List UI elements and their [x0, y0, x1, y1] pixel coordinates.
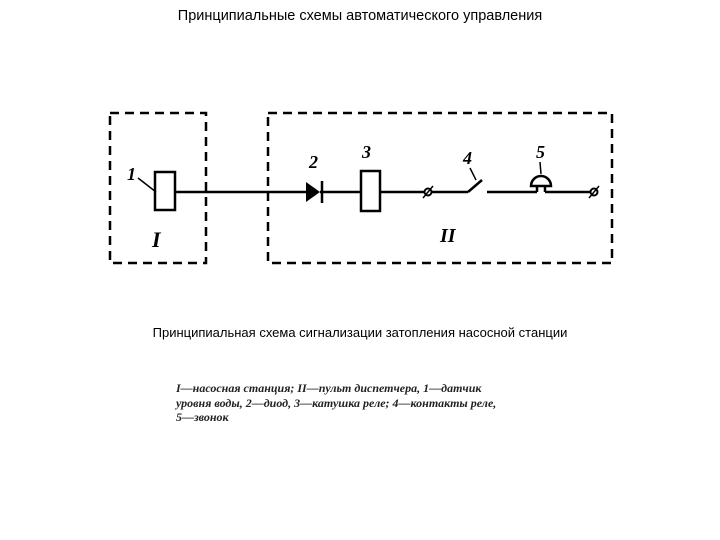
figure-caption: Принципиальная схема сигнализации затопления насосной станции — [152, 325, 568, 340]
label-sensor: 1 — [127, 164, 136, 184]
diode-symbol — [306, 182, 320, 202]
label-contacts: 4 — [463, 148, 472, 168]
legend-line: уровня воды, 2—диод, 3—катушка реле; 4—контакты реле, — [176, 395, 497, 410]
figure-legend — [176, 381, 546, 425]
label-bell: 5 — [536, 142, 545, 162]
legend-line: I—насосная станция; II—пульт диспетчера, 1—датчик — [176, 381, 482, 395]
bell-pointer — [540, 162, 541, 174]
bell-symbol — [531, 176, 551, 186]
label-block-console: II — [440, 225, 456, 247]
label-coil: 3 — [362, 142, 371, 162]
legend-line: 5—звонок — [176, 410, 229, 424]
label-diode: 2 — [309, 152, 318, 172]
label-block-station: I — [152, 227, 161, 252]
page-title: Принципиальные схемы автоматического управления — [177, 8, 543, 24]
sensor-symbol — [155, 172, 175, 210]
relay-contact-pointer — [470, 168, 476, 180]
sensor-pointer — [138, 178, 156, 192]
relay-contact-blade — [468, 180, 482, 192]
relay-coil-symbol — [361, 171, 380, 211]
